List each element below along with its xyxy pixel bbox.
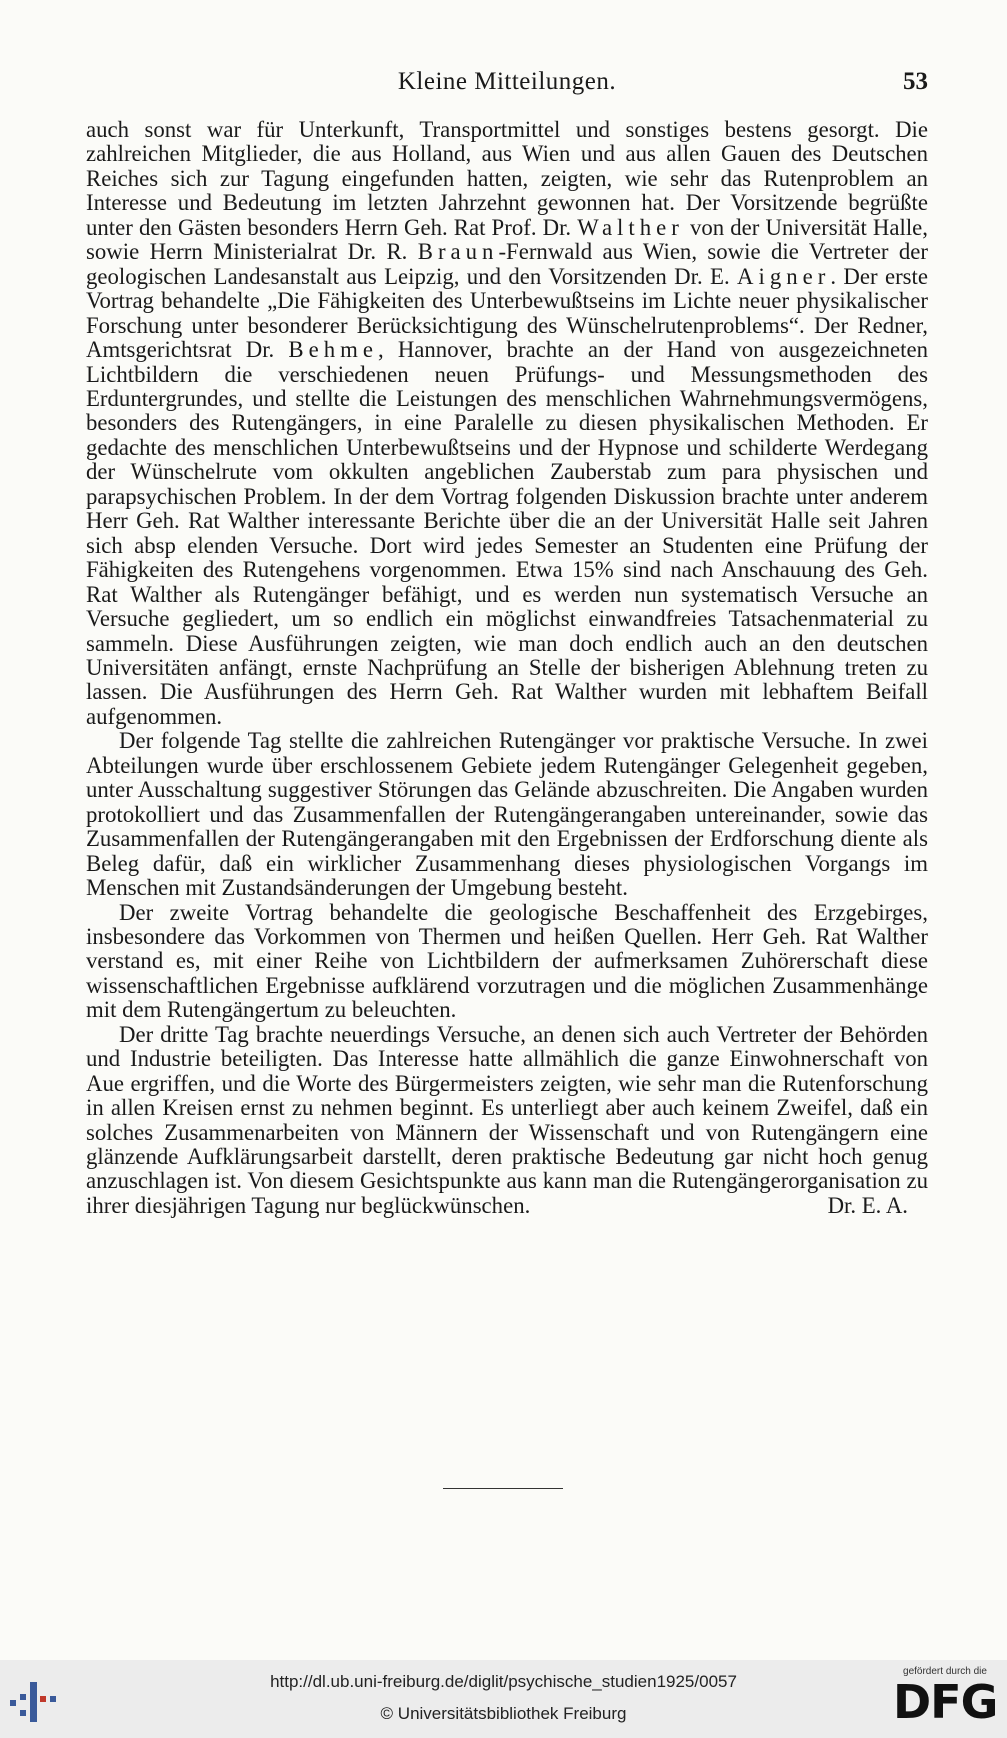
section-divider: [443, 1488, 563, 1489]
page-header: [86, 68, 928, 102]
page-number: 53: [903, 68, 928, 95]
dfg-wordmark: DFG: [893, 1675, 998, 1729]
name-behme: Behme: [288, 337, 378, 363]
copyright-notice: © Universitätsbibliothek Freiburg: [380, 1704, 627, 1723]
text-run: auch sonst war für Unterkunft, Transportmittel und sonstiges bestens gesorgt. Die zahlreichen Mitglieder, die aus Holland, aus Wien und aus allen Gauen des Deutschen Reiches sich zur Tagung eingefunden hatten, zeigten, wie sehr das Rutenproblem an Interesse und Bedeutung im letzten Jahrzehnt gewonnen hat. Der Vorsitzende begrüßte unter den Gästen besonders Herrn Geh. Rat Prof. Dr.: [86, 117, 928, 240]
text-run: . Der erste Vortrag behandelte „Die Fähigkeiten des Unterbewußtseins im Lichte neuer physikalischer Forschung unter besonderer Berücksichtigung des Wünschelrutenproblems“. Der Redner, Amtsgerichtsrat Dr.: [86, 263, 928, 363]
dfg-logo: [893, 1666, 997, 1732]
paragraph-1: [86, 118, 928, 729]
signature: Dr. E. A.: [827, 1192, 908, 1218]
paragraph-2: [86, 729, 928, 900]
running-title: Kleine Mitteilungen.: [397, 68, 617, 95]
paragraph-4: [86, 1023, 928, 1219]
text-run: Der dritte Tag brachte neuerdings Versuche, an denen sich auch Vertreter der Behörden und Industrie beteiligten. Das Interesse hatte allmählich die ganze Einwohnerschaft von Aue ergriffen, und die Worte des Bürgermeisters zeigten, wie sehr man die Rutenforschung in allen Kreisen ernst zu nehmen beginnt. Es unterliegt aber auch keinem Zweifel, daß ein solches Zusammenarbeiten von Männern der Wissenschaft und von Rutengängern eine glänzende Aufklärungsarbeit darstellt, deren praktische Bedeutung gar nicht hoch genug anzuschlagen ist. Von diesem Gesichtspunkte aus kann man die Rutengängerorganisation zu ihrer diesjährigen Tagung nur beglückwünschen.: [86, 1021, 928, 1218]
name-braun: Braun: [417, 239, 499, 265]
paragraph-3: [86, 901, 928, 1023]
viewer-footer: [0, 1660, 1007, 1738]
name-walther: Walther: [577, 214, 684, 240]
dfg-tagline: gefördert durch die: [903, 1666, 987, 1677]
name-aigner: Aigner: [737, 263, 831, 289]
text-run: Der zweite Vortrag behandelte die geologische Beschaffenheit des Erzgebirges, insbesondere das Vorkommen von Thermen und heißen Quellen. Herr Geh. Rat Walther verstand es, mit einer Reihe von Lichtbildern der aufmerksamen Zuhörerschaft diese wissenschaftlichen Ergebnisse aufklärend vorzutragen und die möglichen Zusammenhänge mit dem Rutengängertum zu beleuchten.: [86, 899, 928, 1023]
text-run: -Fernwald aus Wien, sowie die Vertreter der geologischen Landesanstalt aus Leipzig, und den Vorsitzenden Dr. E.: [86, 239, 929, 289]
article-body: [86, 118, 928, 1218]
text-run: von der Universität Halle, sowie Herrn Ministerialrat Dr. R.: [86, 214, 928, 265]
permalink-url[interactable]: http://dl.ub.uni-freiburg.de/diglit/psychische_studien1925/0057: [270, 1672, 737, 1691]
text-run: , Hannover, brachte an der Hand von ausgezeichneten Lichtbildern die verschiedenen neuen Prüfungs- und Messungsmethoden des Erduntergrundes, und stellte die Leistungen des menschlichen Wahrnehmungsvermögens, besonders des Rutengängers, in eine Paralelle zu diesen physikalischen Methoden. Er gedachte des menschlichen Unterbewußtseins und der Hypnose und schilderte Werdegang der Wünschelrute vom okkulten angeblichen Zauberstab zum para physischen und parapsychischen Problem. In der dem Vortrag folgenden Diskussion brachte unter anderem Herr Geh. Rat Walther interessante Berichte über die an der Universität Halle seit Jahren sich absp elenden Versuche. Dort wird jedes Semester an Studenten eine Prüfung der Fähigkeiten des Rutengehens vorgenommen. Etwa 15% sind nach Anschauung des Geh. Rat Walther als Rutengänger befähigt, und es werden nun systematisch Versuche an Versuche gegliedert, um so endlich ein möglichst einwandfreies Tatsachenmaterial zu sammeln. Diese Ausführungen zeigten, wie man doch endlich auch an den deutschen Universitäten anfängt, ernste Nachprüfung an Stelle der bisherigen Ablehnung treten zu lassen. Die Ausführungen des Herrn Geh. Rat Walther wurden mit lebhaftem Beifall aufgenommen.: [86, 337, 928, 729]
text-run: Der folgende Tag stellte die zahlreichen Rutengänger vor praktische Versuche. In zwei Abteilungen wurde über erschlossenem Gebiete jedem Rutengänger Gelegenheit gegeben, unter Ausschaltung suggestiver Störungen das Gelände abzuschreiten. Die Angaben wurden protokolliert und das Zusammenfallen der Rutengängerangaben untereinander, sowie das Zusammenfallen der Rutengängerangaben mit den Ergebnissen der Erdforschung diente als Beleg dafür, daß ein wirklicher Zusammenhang dieses physiologischen Vorgangs im Menschen mit Zustandsänderungen der Umgebung besteht.: [86, 728, 928, 901]
